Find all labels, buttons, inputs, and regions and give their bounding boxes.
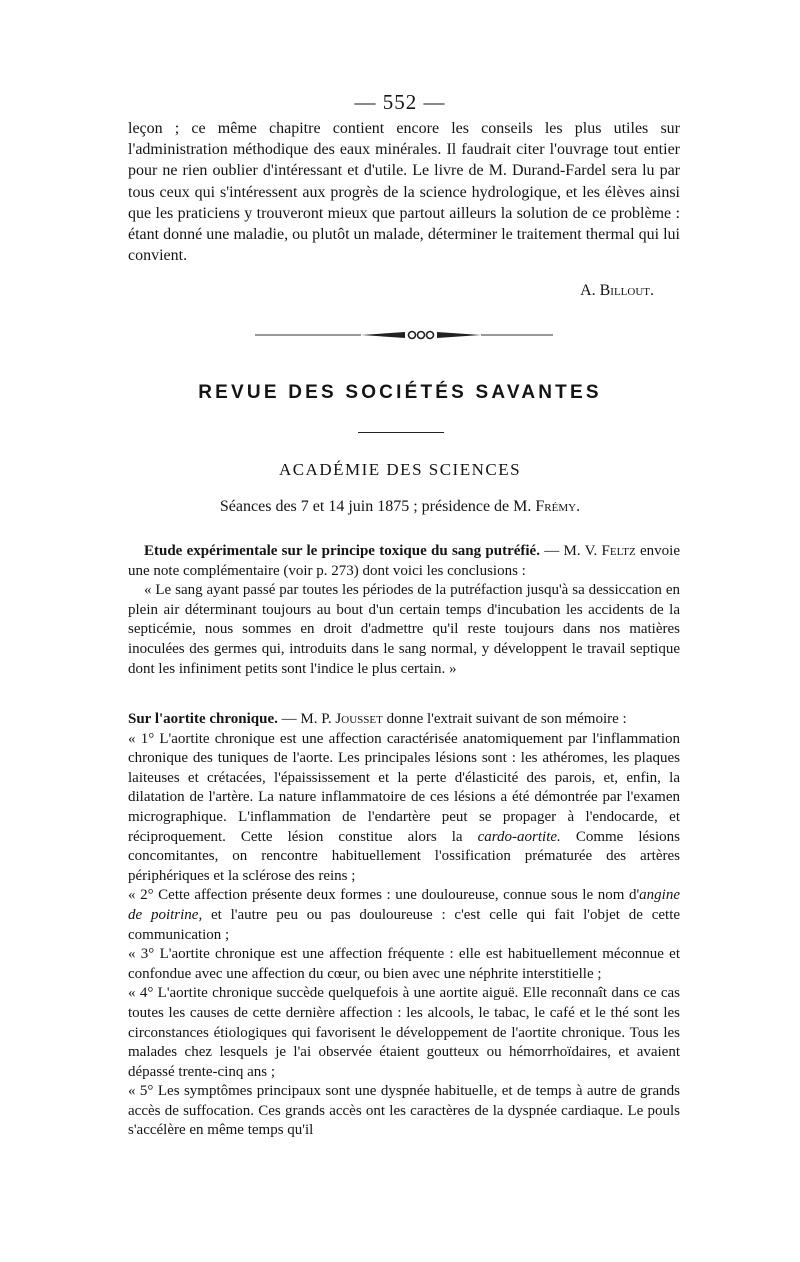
ornament-divider — [255, 324, 555, 346]
article1-lead — [128, 542, 680, 581]
article2-title: Sur l'aortite chronique. — [128, 711, 278, 727]
article1-quote — [128, 581, 680, 679]
sessions-prefix: Séances des 7 et 14 juin 1875 ; présidence de M. — [219, 498, 536, 515]
point2-italic: angine de poitrine, — [128, 887, 680, 923]
article2-lead-text: donne l'extrait suivant de son mémoire : — [382, 711, 627, 727]
intro-text: leçon ; ce même chapitre contient encore les conseils les plus utiles sur l'administration méthodique des eaux minérales. Il faudrait citer l'ouvrage tout entier pour ne rien oublier d'intéressant et d'utile. Le livre de M. Durand-Fardel sera lu par tous ceux qui s'intéressent aux progrès de la science hydrologique, et les élèves ainsi que les praticiens y trouveront mieux que partout ailleurs la solution de ce problème : étant donné une maladie, ou plutôt un malade, déterminer le traitement thermal qui lui convient. — [128, 120, 680, 265]
president-name: Frémy — [535, 498, 577, 515]
article1-quote-text: « Le sang ayant passé par toutes les périodes de la putréfaction jusqu'à sa dessiccation en plein air déterminant toujours au bout d'un certain temps d'incubation les accidents de la septicémie, nous sommes en droit d'admettre qu'il reste toujours dans nos matières inoculées des germes qui, introduits dans le sang normal, y développent le travail septique dont les infiniment petits sont l'indice le plus certain. » — [128, 582, 680, 677]
article2-point-1 — [128, 730, 680, 887]
point1-italic: cardo-aortite. — [477, 828, 561, 845]
article-putrefied-blood — [128, 542, 680, 679]
point2-text-b: et l'autre peu ou pas douloureuse : c'est celle qui fait l'objet de cette communication ; — [128, 906, 681, 943]
sessions-suffix: . — [576, 498, 581, 515]
article2-author: Jousset — [335, 711, 383, 727]
point2-text-a: « 2° Cette affection présente deux formes : une douloureuse, connue sous le nom d' — [128, 887, 640, 904]
point1-text-a: « 1° L'aortite chronique est une affection caractérisée anatomiquement par l'inflammation chronique des tuniques de l'aorte. Les principales lésions sont : les athéromes, les plaques laiteuses et crétacées, l'épaississement et la perte d'élasticité des parois, et, enfin, la dilatation de l'artère. La nature inflammatoire de ces lésions a été démontrée par l'examen micrographique. L'inflammation de l'endartère peut se propager à l'endocarde, et réciproquement. Cette lésion constitue alors la — [128, 730, 680, 845]
page-number: — 552 — — [354, 90, 446, 114]
section-heading: REVUE DES SOCIÉTÉS SAVANTES — [198, 382, 602, 403]
article2-lead — [128, 710, 680, 730]
article1-lead-text: envoie une note complémentaire (voir p. 273) dont voici les conclusions : — [128, 543, 681, 579]
article2-point-2 — [128, 886, 680, 945]
article2-point-4: « 4° L'aortite chronique succède quelquefois à une aortite aiguë. Elle reconnaît dans ce cas toutes les causes de cette dernière affection : les alcools, le tabac, le café et le thé sont les circonstances étiologiques qui favorisent le développement de l'aortite chronique. Tous les malades chez lesquels je l'ai observée étaient goutteux ou hémorrhoïdaires, et avaient dépassé trente-cinq ans ; — [128, 985, 680, 1080]
article-aortitis — [128, 710, 680, 1141]
article2-point-3: « 3° L'aortite chronique est une affection fréquente : elle est habituellement méconnue et confondue avec une affection du cœur, ou bien avec une néphrite interstitielle ; — [128, 946, 680, 982]
academy-title: ACADÉMIE DES SCIENCES — [278, 460, 522, 479]
author-signature: A. Billout. — [580, 282, 654, 299]
article1-dash: — M. V. — [539, 543, 602, 559]
article2-point-5: « 5° Les symptômes principaux sont une dyspnée habituelle, et de temps à autre de grands accès de suffocation. Ces grands accès ont les caractères de la dyspnée cardiaque. Le pouls s'accélère en même temps qu'il — [128, 1083, 680, 1139]
article2-dash: — M. P. — [277, 711, 336, 727]
sessions-line — [0, 498, 800, 516]
intro-paragraph — [128, 118, 680, 266]
article1-title: Etude expérimentale sur le principe toxique du sang putréfié. — [144, 543, 540, 559]
article1-author: Feltz — [601, 543, 636, 559]
heading-rule — [358, 432, 444, 433]
point1-text-b: Comme lésions concomitantes, on rencontre habituellement l'ossification prématurée des artères périphériques et la sclérose des reins ; — [128, 828, 680, 884]
